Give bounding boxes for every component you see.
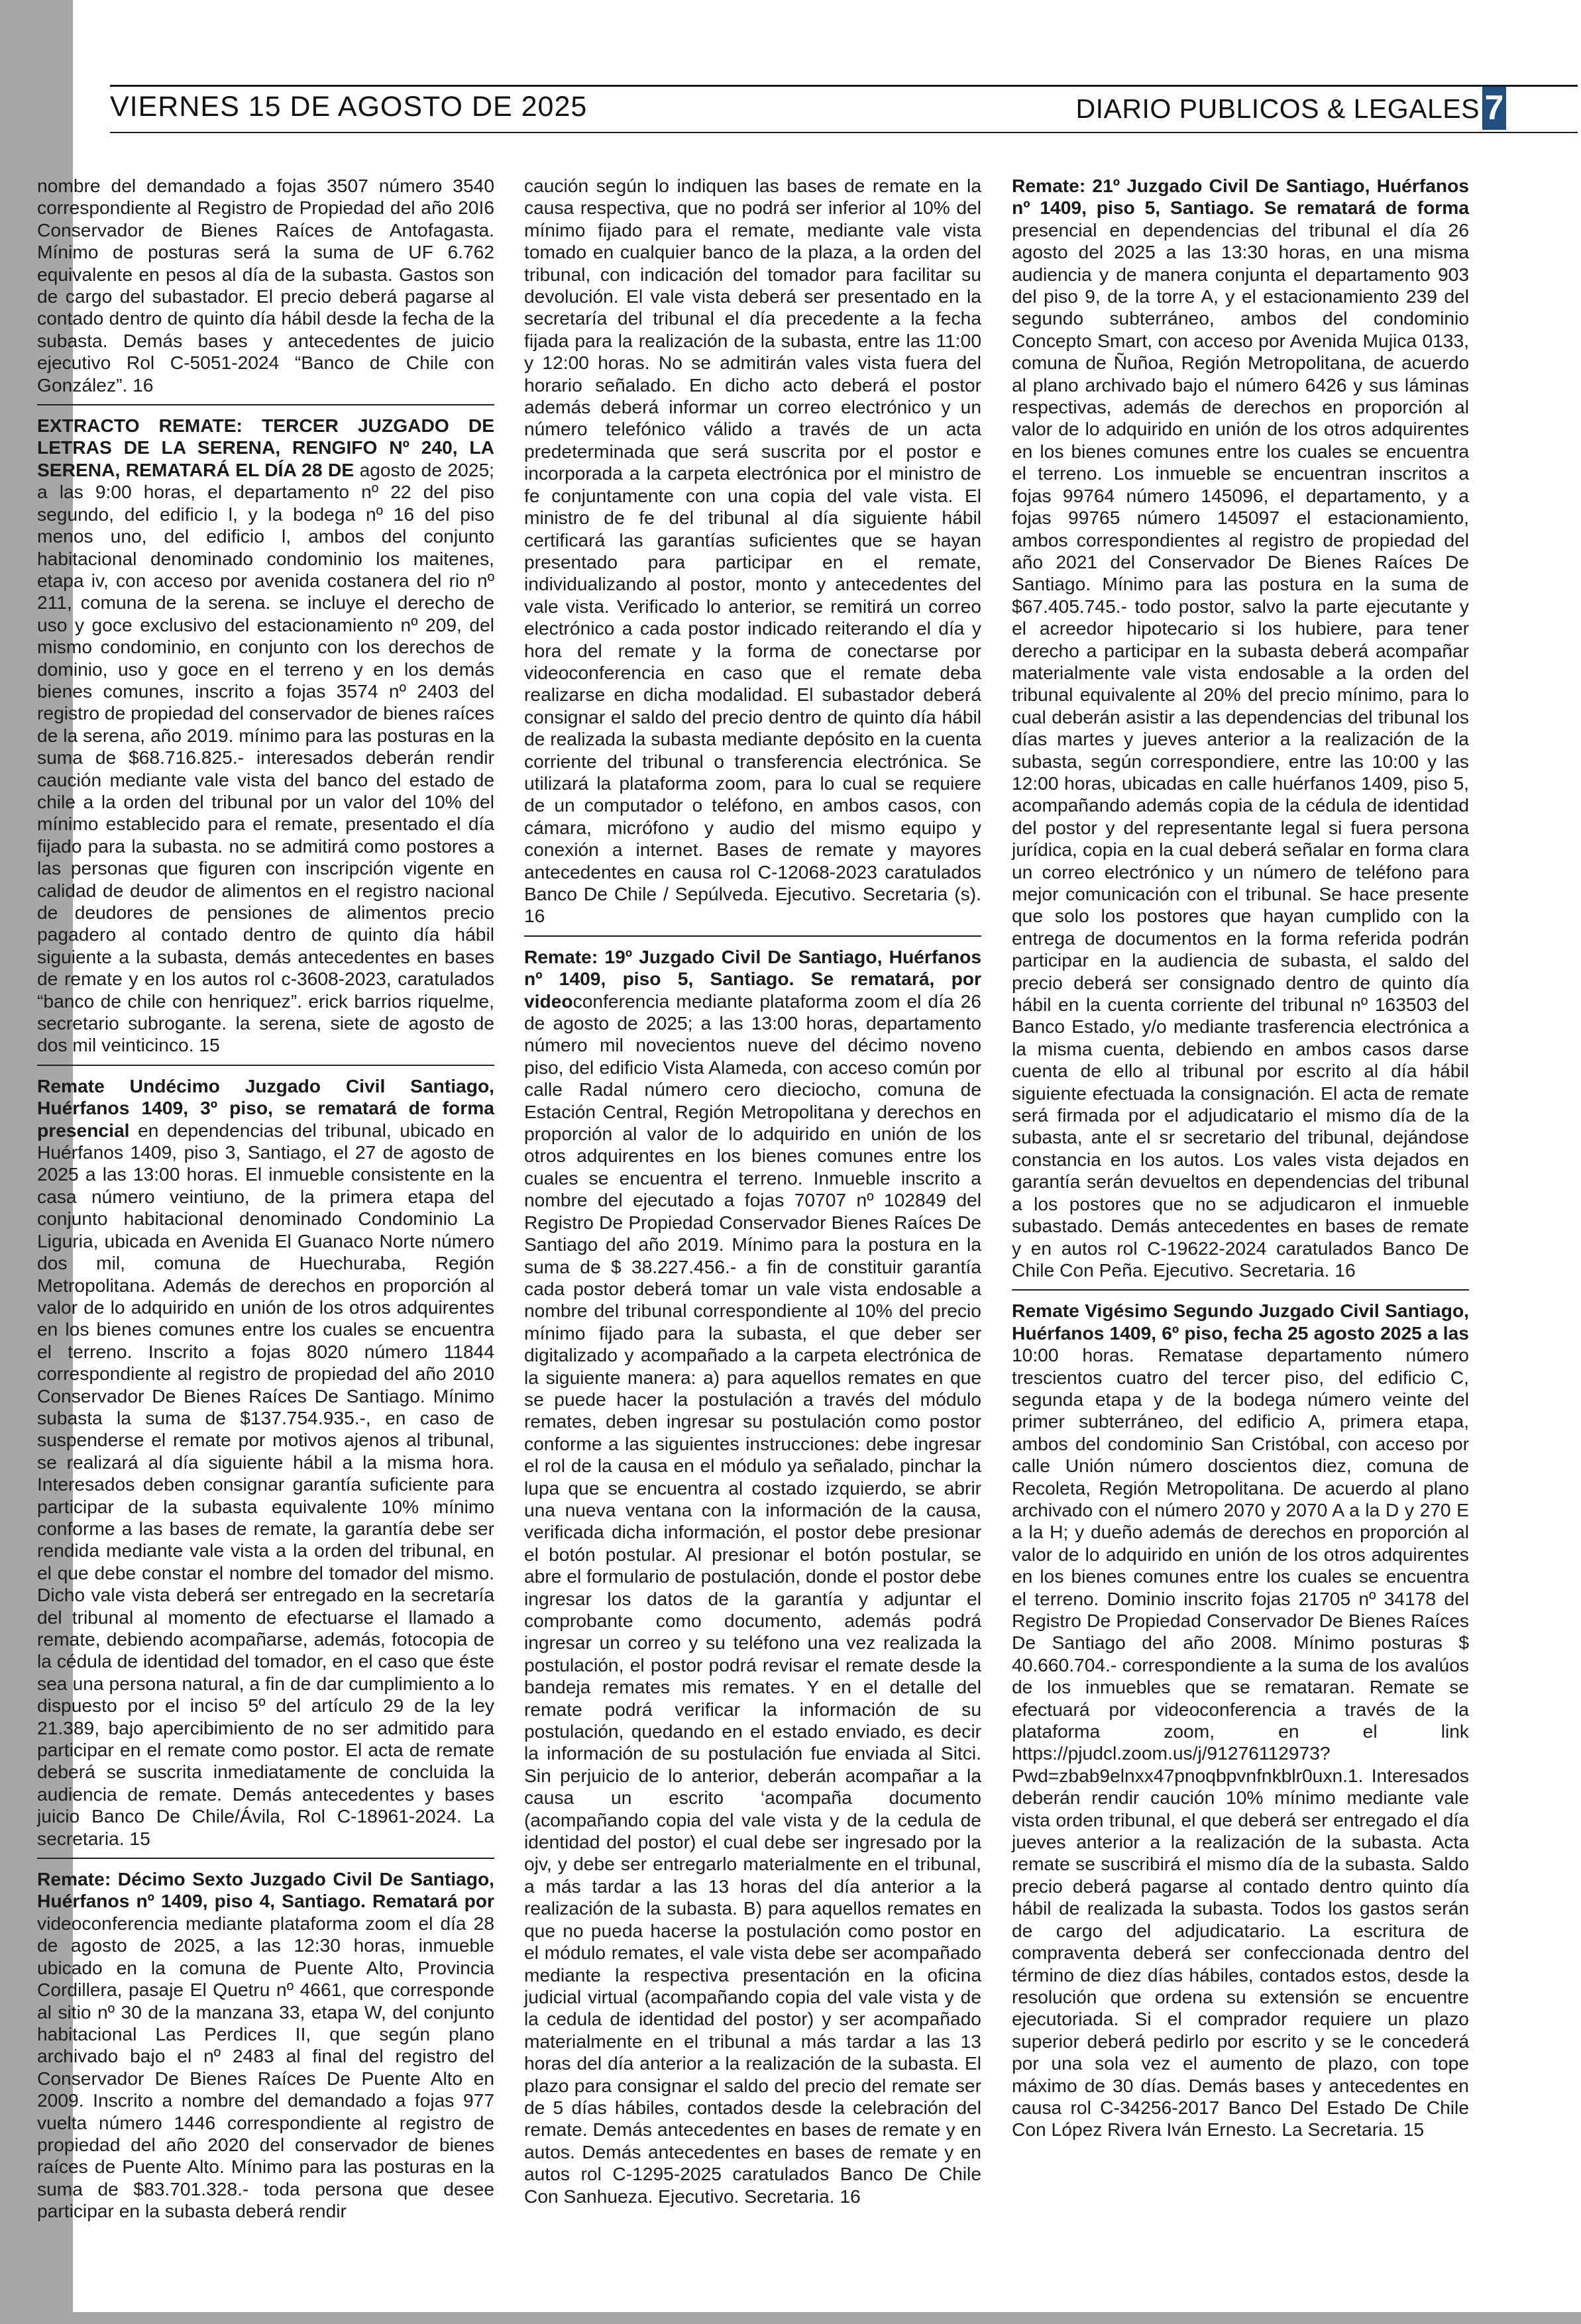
notice-heading: Remate Vigésimo Segundo Juzgado Civil Santiago, Huérfanos 1409, 6º piso, fecha 25 agosto 2025 a las [1012, 1300, 1469, 1344]
notice-continuation [37, 175, 494, 396]
page-number-badge: 7 [1482, 87, 1506, 130]
notice-divider [37, 1858, 494, 1859]
notice-divider [37, 1065, 494, 1066]
notice-divider [524, 935, 981, 937]
notice-body: presencial en dependencias del tribunal el día 26 agosto del 2025 a las 13:30 horas, en una misma audiencia y de manera conjunta el departamento 903 del piso 9, de la torre A, y el estacionamiento 239 del segundo subterráneo, ambos del condominio Concepto Smart, con acceso por Avenida Mujica 0133, comuna de Ñuñoa, Región Metropolitana, de acuerdo al plano archivado bajo el número 6426 y sus láminas respectivas, además de derechos en proporción al valor de lo adquirido en unión de los otros adquirentes en los bienes comunes entre los cuales se encuentra el terreno. Los inmueble se encuentran inscritos a fojas 99764 número 145096, el departamento, y a fojas 99765 número 145097 el estacionamiento, ambos correspondientes al registro de propiedad del año 2021 del Conservador De Bienes Raíces De Santiago. Mínimo para las postura en la suma de $67.405.745.- todo postor, salvo la parte ejecutante y el acreedor hipotecario si los hubiere, para tener derecho a participar en la subasta deberá acompañar materialmente vale vista endosable a la orden del tribunal equivalente al 20% del precio mínimo, para lo cual deberán asistir a las dependencias del tribunal los días martes y jueves anterior a la realización de la subasta, según correspondiere, entre las 10:00 y las 12:00 horas, ubicadas en calle huérfanos 1409, piso 5, acompañando además copia de la cédula de identidad del postor y del representante legal si fuera persona jurídica, copia en la cual deberá señalar en forma clara un correo electrónico y un número de teléfono para mejor comunicación con el tribunal. Se hace presente que solo los postores que hayan cumplido con la entrega de documentos en la forma referida podrán participar en la audiencia de subasta, el saldo del precio deberá ser consignado dentro de quinto día hábil en la cuenta corriente del tribunal nº 163503 del Banco Estado, y/o mediante trasferencia electrónica a la misma cuenta, debiendo en ambos casos darse cuenta de ello al tribunal por escrito al día hábil siguiente efectuada la consignación. El acta de remate será firmada por el adjudicatario el mismo día de la subasta, ante el sr secretario del tribunal, dejándose constancia en los autos. Los vales vista dejados en garantía serán devueltos en dependencias del tribunal a los postores que no se adjudicaron el inmueble subastado. Demás antecedentes en bases de remate y en autos rol C-19622-2024 caratulados Banco De Chile Con Peña. Ejecutivo. Secretaria. 16 [1012, 219, 1469, 1281]
notice-body: nombre del demandado a fojas 3507 número 3540 correspondiente al Registro de Propiedad del año 20I6 Conservador de Bienes Raíces de Antofagasta. Mínimo de posturas será la suma de UF 6.762 equivalente en pesos al día de la subasta. Gastos son de cargo del subastador. El precio deberá pagarse al contado dentro de quinto día hábil desde la fecha de la subasta. Demás bases y antecedentes de juicio ejecutivo Rol C-5051-2024 “Banco de Chile con González”. 16 [37, 175, 494, 396]
notice-heading: EXTRACTO REMATE: TERCER JUZGADO DE LETRAS DE LA SERENA, RENGIFO Nº 240, LA SERENA, REMATARÁ EL DÍA 28 DE [37, 415, 494, 480]
notice-remate-21-juzgado [1012, 175, 1469, 1281]
notice-body: en dependencias del tribunal, ubicado en Huérfanos 1409, piso 3, Santiago, el 27 de agosto de 2025 a las 13:00 horas. El inmueble consistente en la casa número veintiuno, de la primera etapa del conjunto habitacional denominado Condominio La Liguria, ubicada en Avenida El Guanaco Norte número dos mil, comuna de Huechuraba, Región Metropolitana. Además de derechos en proporción al valor de lo adquirido en unión de los otros adquirentes en los bienes comunes entre los cuales se encuentra el terreno. Inscrito a fojas 8020 número 11844 correspondiente al registro de propiedad del año 2010 Conservador De Bienes Raíces De Santiago. Mínimo subasta la suma de $137.754.935.-, en caso de suspenderse el remate por motivos ajenos al tribunal, se realizará al día siguiente hábil a la misma hora. Interesados deben consignar garantía suficiente para participar de la subasta equivalente 10% mínimo conforme a las bases de remate, la garantía debe ser rendida mediante vale vista a la orden del tribunal, en el que debe constar el nombre del tomador del mismo. Dicho vale vista deberá ser entregado en la secretaría del tribunal al momento de efectuarse el llamado a remate, debiendo acompañarse, además, fotocopia de la cédula de identidad del tomador, en el caso que éste sea una persona natural, a fin de dar cumplimiento a lo dispuesto por el inciso 5º del artículo 29 de la ley 21.389, bajo apercibimiento de no ser admitido para participar en el remate como postor. El acta de remate deberá se suscrita inmediatamente de concluida la audiencia de remate. Demás antecedentes y bases juicio Banco De Chile/Ávila, Rol C-18961-2024. La secretaria. 15 [37, 1119, 494, 1849]
notice-heading: Remate: 21º Juzgado Civil De Santiago, Huérfanos nº 1409, piso 5, Santiago. Se rematará de forma [1012, 175, 1469, 219]
notice-continuation [524, 175, 981, 927]
notice-body: caución según lo indiquen las bases de remate en la causa respectiva, que no podrá ser inferior al 10% del mínimo fijado para el remate, mediante vale vista tomado en cualquier banco de la plaza, a la orden del tribunal, con indicación del tomador para facilitar su devolución. El vale vista deberá ser presentado en la secretaría del tribunal el día precedente a la fecha fijada para la realización de la subasta, entre las 11:00 y 12:00 horas. No se admitirán vales vista fuera del horario señalado. En dicho acto deberá el postor además deberá informar un correo electrónico y un número telefónico válido a través de un acta predeterminada que será suscrita por el postor e incorporada a la carpeta electrónica por el ministro de fe conjuntamente con una copia del vale vista. El ministro de fe del tribunal al día siguiente hábil certificará las garantías suficientes que se hayan presentado para participar en el remate, individualizando al postor, monto y antecedentes del vale vista. Verificado lo anterior, se remitirá un correo electrónico a cada postor indicado reiterando el día y hora del remate y la forma de conectarse por videoconferencia en caso que el remate deba realizarse en dicha modalidad. El subastador deberá consignar el saldo del precio dentro de quinto día hábil de realizada la subasta mediante depósito en la cuenta corriente del tribunal o transferencia electrónica. Se utilizará la plataforma zoom, para lo cual se requiere de un computador o teléfono, en ambos casos, con cámara, micrófono y audio del mismo equipo y conexión a internet. Bases de remate y mayores antecedentes en causa rol C-12068-2023 caratulados Banco De Chile / Sepúlveda. Ejecutivo. Secretaria (s). 16 [524, 175, 981, 927]
notice-heading: Remate: 19º Juzgado Civil De Santiago, Huérfanos nº 1409, piso 5, Santiago. Se rematará, por video [524, 945, 981, 1012]
notice-remate-la-serena [37, 415, 494, 1057]
notice-heading: Remate Undécimo Juzgado Civil Santiago, Huérfanos 1409, 3º piso, se rematará de forma presencial [37, 1075, 494, 1141]
notice-body: agosto de 2025; a las 9:00 horas, el departamento nº 22 del piso segundo, del edificio l, y la bodega nº 16 del piso menos uno, del edificio l, ambos del conjunto habitacional denominado condominio los maitenes, etapa iv, con acceso por avenida costanera del rio nº 211, comuna de la serena. se incluye el derecho de uso y goce exclusivo del estacionamiento nº 209, del mismo condominio, en conjunto con los derechos de dominio, uso y goce en el terreno y en los demás bienes comunes, inscrito a fojas 3574 nº 2403 del registro de propiedad del conservador de bienes raíces de la serena, año 2019. mínimo para las posturas en la suma de $68.716.825.- interesados deberán rendir caución mediante vale vista del banco del estado de chile a la orden del tribunal por un valor del 10% del mínimo establecido para el remate, presentado el día fijado para la subasta. no se admitirá como postores a las personas que figuren con inscripción vigente en calidad de deudor de alimentos en el registro nacional de deudores de pensiones de alimentos precio pagadero al contado dentro de quinto día hábil siguiente a la subasta, demás antecedentes en bases de remate y en los autos rol c-3608-2023, caratulados “banco de chile con henriquez”. erick barrios riquelme, secretario subrogante. la serena, siete de agosto de dos mil veinticinco. 15 [37, 458, 494, 1056]
notice-remate-19-juzgado [524, 946, 981, 2207]
issue-date: VIERNES 15 DE AGOSTO DE 2025 [110, 91, 588, 123]
notice-body: 10:00 horas. Rematase departamento número trescientos cuatro del tercer piso, del edificio C, segunda etapa y de la bodega número veinte del primer subterráneo, del edificio A, primera etapa, ambos del condominio San Cristóbal, con acceso por calle Unión número doscientos diez, comuna de Recoleta, Región Metropolitana. De acuerdo al plano archivado con el número 2070 y 2070 A a la D y 270 E a la H; y dueño además de derechos en proporción al valor de lo adquirido en unión de los otros adquirentes en los bienes comunes entre los cuales se encuentra el terreno. Dominio inscrito fojas 21705 nº 34178 del Registro De Propiedad Conservador De Bienes Raíces De Santiago del año 2008. Mínimo posturas $ 40.660.704.- correspondiente a la suma de los avalúos de los inmuebles que se remataran. Remate se efectuará por videoconferencia a través de la plataforma zoom, en el link https://pjudcl.zoom.us/j/91276112973?Pwd=zbab9elnxx47pnoqbpvnfnkblr0uxn.1. Interesados deberán rendir caución 10% mínimo mediante vale vista orden tribunal, el que deberá ser entregado el día jueves anterior a la realización de la subasta. Acta remate se suscribirá el mismo día de la subasta. Saldo precio deberá pagarse al contado dentro quinto día hábil de realizada la subasta. Todos los gastos serán de cargo del adjudicatario. La escritura de compraventa deberá ser confeccionada dentro del término de diez días hábiles, contados estos, desde la resolución que ordena su extensión se encuentre ejecutoriada. Si el comprador requiere un plazo superior deberá pedirlo por escrito y se le concederá por una sola vez el aumento de plazo, con tope máximo de 30 días. Demás bases y antecedentes en causa rol C-34256-2017 Banco Del Estado De Chile Con López Rivera Iván Ernesto. La Secretaria. 15 [1012, 1344, 1469, 2140]
notice-remate-11-juzgado [37, 1075, 494, 1850]
column-2 [524, 175, 981, 2207]
page-header [110, 85, 1578, 133]
notice-body: conferencia mediante plataforma zoom el día 26 de agosto de 2025; a las 13:00 horas, departamento número mil novecientos nueve del décimo noveno piso, del edificio Vista Alameda, con acceso común por calle Radal número cero dieciocho, comuna de Estación Central, Región Metropolitana y derechos en proporción al valor de lo adquirido en unión de los otros adquirentes en los bienes comunes entre los cuales se encuentra el terreno. Inmueble inscrito a nombre del ejecutado a fojas 70707 nº 102849 del Registro De Propiedad Conservador Bienes Raíces De Santiago del año 2019. Mínimo para la postura en la suma de $ 38.227.456.- a fin de constituir garantía cada postor deberá tomar un vale vista endosable a nombre del tribunal correspondiente al 10% del precio mínimo fijado para la subasta, el que deber ser digitalizado y acompañado a la carpeta electrónica de la siguiente manera: a) para aquellos remates en que se puede hacer la postulación a través del módulo remates, deben ingresar su postulación como postor conforme a las siguientes instrucciones: debe ingresar el rol de la causa en el módulo ya señalado, pinchar la lupa que se encuentra al costado izquierdo, se abrir una nueva ventana con la información de la causa, verificada dicha información, el postor debe presionar el botón postular. Al presionar el botón postular, se abre el formulario de postulación, donde el postor debe ingresar los datos de la garantía y adjuntar el comprobante como documento, además podrá ingresar un correo y su teléfono una vez realizada la postulación, el postor podrá revisar el remate desde la bandeja remates mis remates. Y en el detalle del remate podrá verificar la información de su postulación, quedando en el estado enviado, es decir la información de su postulación fue enviada al Sitci. Sin perjuicio de lo anterior, deberán acompañar a la causa un escrito ‘acompaña documento (acompañando copia del vale vista y de la cedula de identidad del postor) el cual debe ser ingresado por la ojv, y debe ser entregarlo materialmente en el tribunal, a más tardar a las 13 horas del día anterior a la realización de la subasta. B) para aquellos remates en que no pueda hacerse la postulación como postor en el módulo remates, el vale vista debe ser acompañado mediante la respectiva presentación en la oficina judicial virtual (acompañando copia del vale vista y de la cedula de identidad del postor) y ser acompañado materialmente en el tribunal a más tardar a las 13 horas del día anterior a la realización de la subasta. El plazo para consignar el saldo del precio del remate ser de 5 días hábiles, contados desde la celebración del remate. Demás antecedentes en bases de remate y en autos. Demás antecedentes en bases de remate y en autos rol C-1295-2025 caratulados Banco De Chile Con Sanhueza. Ejecutivo. Secretaria. 16 [524, 990, 981, 2207]
notice-divider [1012, 1289, 1469, 1291]
notice-body: videoconferencia mediante plataforma zoom el día 28 de agosto de 2025, a las 12:30 horas, inmueble ubicado en la comuna de Puente Alto, Provincia Cordillera, pasaje El Quetru nº 4661, que corresponde al sitio nº 30 de la manzana 33, etapa W, del conjunto habitacional Las Perdices II, que según plano archivado bajo el nº 2483 al final del registro del Conservador De Bienes Raíces De Puente Alto en 2009. Inscrito a nombre del demandado a fojas 977 vuelta número 1446 correspondiente al registro de propiedad del año 2020 del conservador de bienes raíces de Puente Alto. Mínimo para las posturas en la suma de $83.701.328.- toda persona que desee participar en la subasta deberá rendir [37, 1912, 494, 2222]
column-3 [1012, 175, 1469, 2141]
notice-remate-16-juzgado [37, 1868, 494, 2223]
notice-heading: Remate: Décimo Sexto Juzgado Civil De Santiago, Huérfanos nº 1409, piso 4, Santiago. Rematará por [37, 1868, 494, 1912]
section-title: DIARIO PUBLICOS & LEGALES [1075, 93, 1480, 124]
notice-remate-22-juzgado [1012, 1300, 1469, 2140]
notice-divider [37, 404, 494, 405]
column-1 [37, 175, 494, 2223]
